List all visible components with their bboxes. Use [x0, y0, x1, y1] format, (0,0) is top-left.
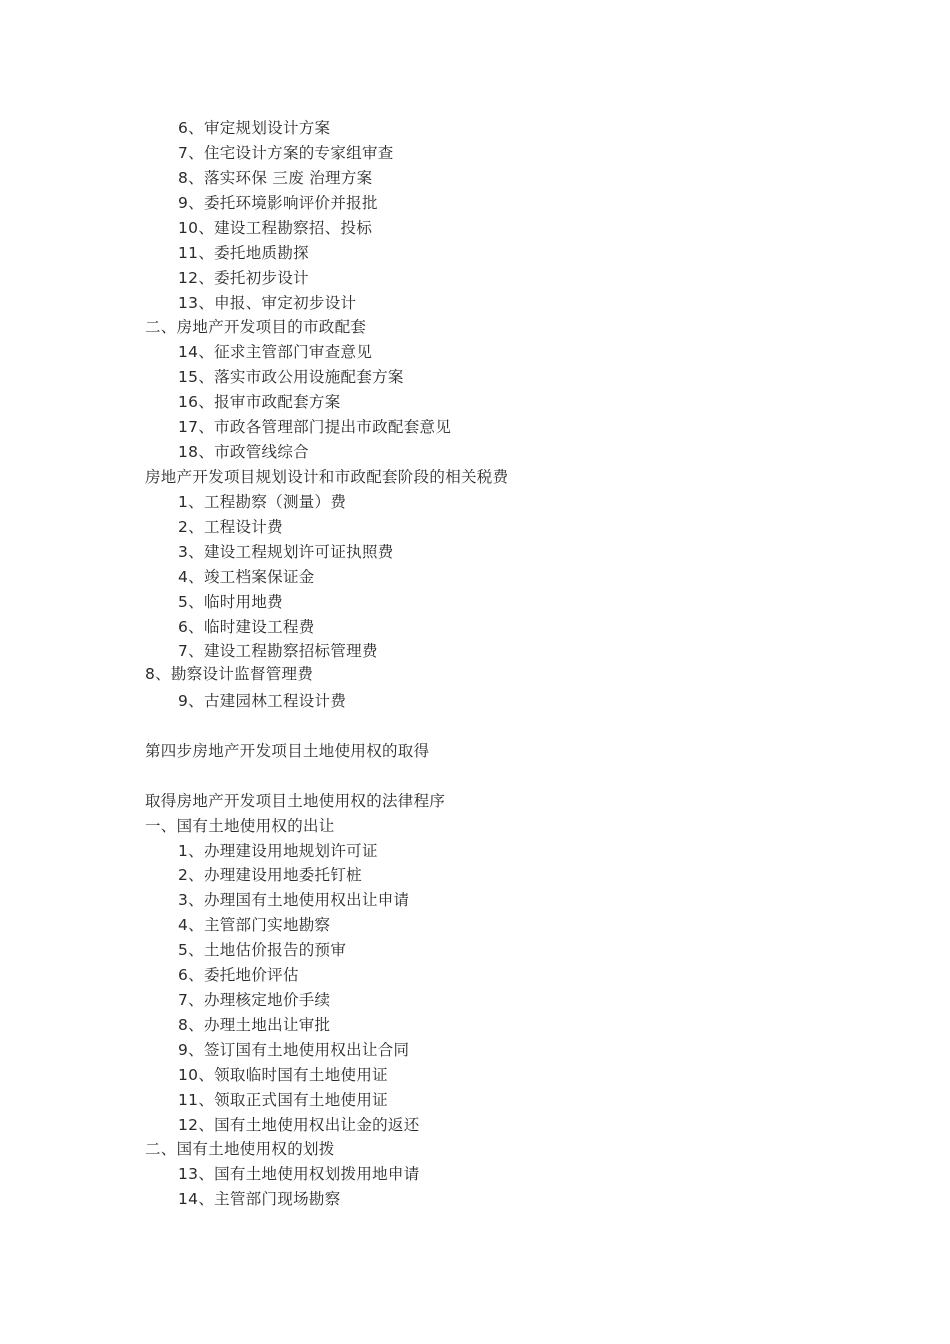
list-item: 9、签订国有土地使用权出让合同 — [178, 1041, 410, 1059]
section-title: 第四步房地产开发项目土地使用权的取得 — [145, 742, 430, 760]
list-item: 3、建设工程规划许可证执照费 — [178, 543, 394, 561]
list-item: 6、审定规划设计方案 — [178, 119, 331, 137]
list-item: 17、市政各管理部门提出市政配套意见 — [178, 418, 452, 436]
list-item: 11、委托地质勘探 — [178, 244, 309, 262]
list-item: 1、工程勘察（测量）费 — [178, 493, 347, 511]
list-item: 4、主管部门实地勘察 — [178, 916, 331, 934]
list-item: 2、工程设计费 — [178, 518, 283, 536]
list-item: 13、申报、审定初步设计 — [178, 294, 357, 312]
list-item: 1、办理建设用地规划许可证 — [178, 842, 378, 860]
list-item: 7、住宅设计方案的专家组审查 — [178, 144, 394, 162]
list-item: 13、国有土地使用权划拨用地申请 — [178, 1165, 420, 1183]
list-item: 3、办理国有土地使用权出让申请 — [178, 891, 410, 909]
section-heading: 房地产开发项目规划设计和市政配套阶段的相关税费 — [145, 468, 509, 486]
list-item: 18、市政管线综合 — [178, 443, 309, 461]
list-item: 12、国有土地使用权出让金的返还 — [178, 1116, 420, 1134]
section-heading: 一、国有土地使用权的出让 — [145, 817, 335, 835]
list-item: 12、委托初步设计 — [178, 269, 309, 287]
list-item: 8、办理土地出让审批 — [178, 1016, 331, 1034]
section-heading: 二、国有土地使用权的划拨 — [145, 1140, 335, 1158]
list-item: 7、建设工程勘察招标管理费 — [178, 642, 378, 660]
list-item: 10、领取临时国有土地使用证 — [178, 1066, 388, 1084]
list-item: 6、临时建设工程费 — [178, 618, 315, 636]
list-item: 14、征求主管部门审查意见 — [178, 343, 373, 361]
list-item: 2、办理建设用地委托钉桩 — [178, 866, 362, 884]
section-heading: 二、房地产开发项目的市政配套 — [145, 318, 367, 336]
list-item: 4、竣工档案保证金 — [178, 568, 315, 586]
list-item: 9、委托环境影响评价并报批 — [178, 194, 378, 212]
list-item: 10、建设工程勘察招、投标 — [178, 219, 373, 237]
list-item: 6、委托地价评估 — [178, 966, 299, 984]
list-item: 14、主管部门现场勘察 — [178, 1190, 341, 1208]
list-item: 9、古建园林工程设计费 — [178, 692, 347, 710]
list-item: 8、勘察设计监督管理费 — [145, 665, 314, 683]
list-item: 5、临时用地费 — [178, 593, 283, 611]
list-item: 8、落实环保 三废 治理方案 — [178, 169, 373, 187]
list-item: 16、报审市政配套方案 — [178, 393, 341, 411]
list-item: 11、领取正式国有土地使用证 — [178, 1091, 388, 1109]
section-heading: 取得房地产开发项目土地使用权的法律程序 — [145, 792, 446, 810]
list-item: 5、土地估价报告的预审 — [178, 941, 347, 959]
list-item: 15、落实市政公用设施配套方案 — [178, 368, 404, 386]
list-item: 7、办理核定地价手续 — [178, 991, 331, 1009]
